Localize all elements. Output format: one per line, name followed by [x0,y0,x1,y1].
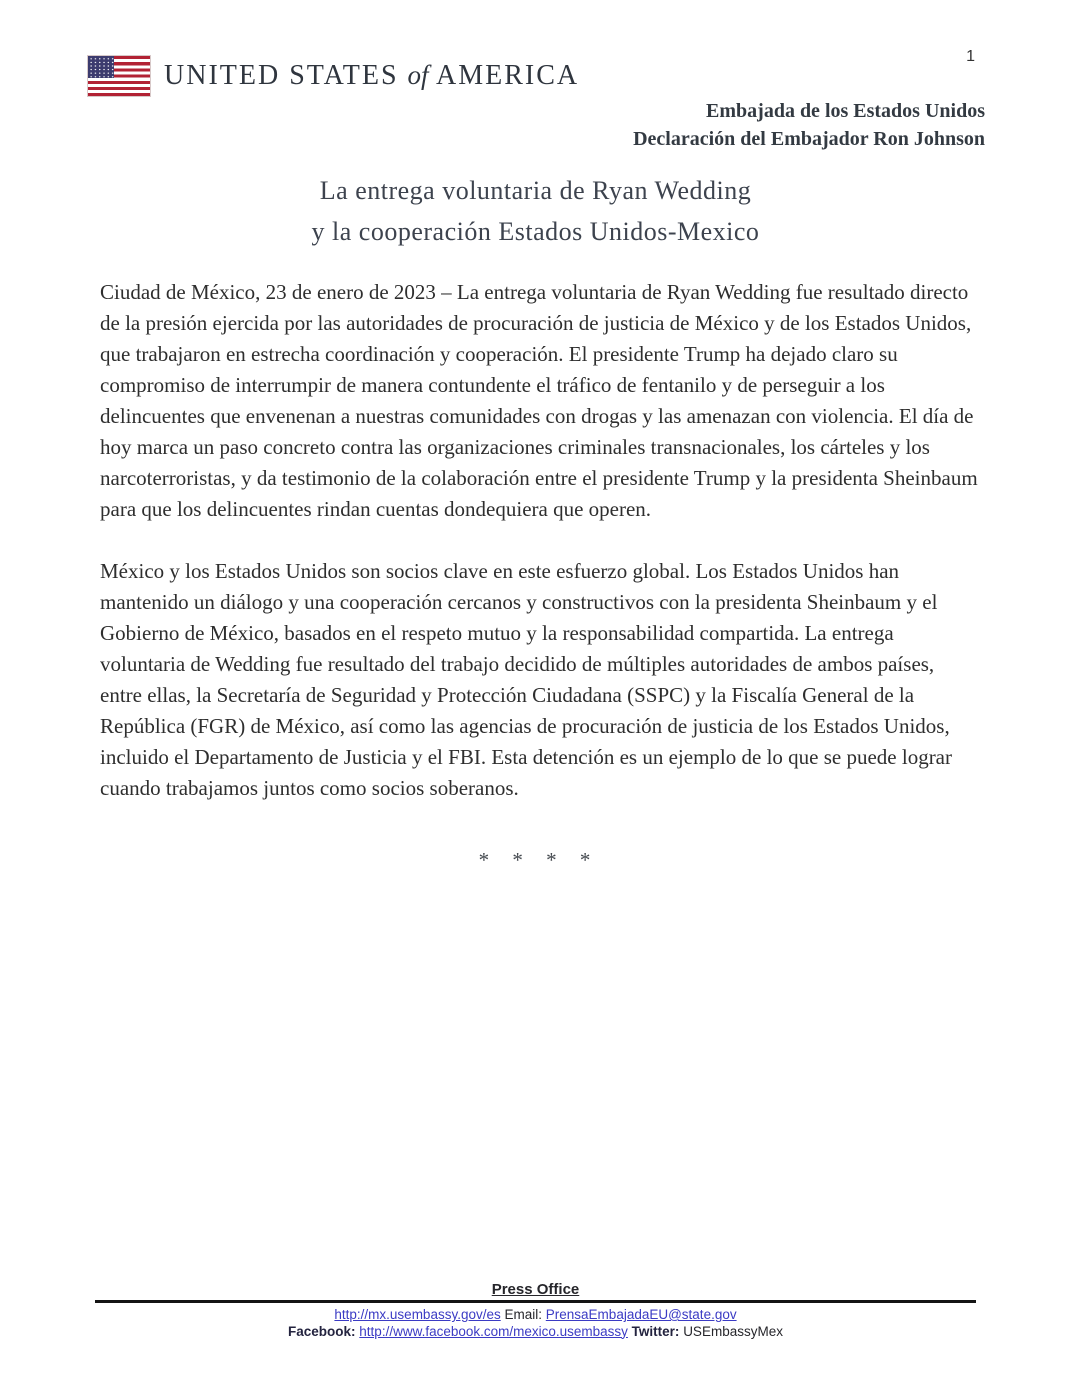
paragraph-2: México y los Estados Unidos son socios clave en este esfuerzo global. Los Estados Unidos han mantenido un diálogo y una cooperación cercanos y constructivos con la presidenta Sheinbaum y el Gobierno de México, basados en el respeto mutuo y la responsabilidad compartida. La entrega voluntaria de Wedding fue resultado del trabajo decidido de múltiples autoridades de ambos países, entre ellas, la Secretaría de Seguridad y Protección Ciudadana (SSPC) y la Fiscalía General de la República (FGR) de México, así como las agencias de procuración de justicia de los Estados Unidos, incluido el Departamento de Justicia y el FBI. Esta detención es un ejemplo de lo que se puede lograr cuando trabajamos juntos como socios soberanos. [100,559,952,800]
embassy-line: Embajada de los Estados Unidos [706,100,985,122]
embassy-website-link[interactable]: http://mx.usembassy.gov/es [334,1307,501,1322]
press-email-link[interactable]: PrensaEmbajadaEU@state.gov [545,1307,737,1322]
flag-canton [88,56,114,78]
brand-title [164,60,579,92]
page-number: 1 [966,48,975,65]
facebook-label: Facebook: [288,1323,356,1339]
document-title [0,170,1071,252]
twitter-handle: USEmbassyMex [683,1323,783,1339]
brand-header [88,56,579,96]
paragraph-1: Ciudad de México, 23 de enero de 2023 – La entrega voluntaria de Ryan Wedding fue resultado directo de la presión ejercida por las autoridades de procuración de justicia de México y de los Estados Unidos, que trabajaron en estrecha coordinación y cooperación. El presidente Trump ha dejado claro su compromiso de interrumpir de manera contundente el tráfico de fentanilo y de perseguir a los delincuentes que envenenan a nuestras comunidades con drogas y las amenazan con violencia. El día de hoy marca un paso concreto contra las organizaciones criminales transnacionales, los cárteles y los narcoterroristas, y da testimonio de la colaboración entre el presidente Trump y la presidenta Sheinbaum para que los delincuentes rindan cuentas dondequiera que operen. [100,280,978,521]
embassy-statement-block [633,97,985,153]
twitter-label: Twitter: [631,1323,680,1339]
facebook-link[interactable]: http://www.facebook.com/mexico.usembassy [359,1323,628,1339]
document-footer [95,1281,976,1340]
asterisk-separator: * * * * [478,848,593,872]
us-flag-icon [88,56,150,96]
brand-part2: AMERICA [436,60,580,91]
brand-part1: UNITED STATES [164,60,399,91]
footer-rule [95,1300,976,1303]
footer-contact-line-1 [95,1307,976,1324]
ambassador-statement-line: Declaración del Embajador Ron Johnson [633,128,985,150]
footer-contact-line-2 [95,1324,976,1341]
title-line-2: y la cooperación Estados Unidos-Mexico [311,217,760,246]
email-label: Email: [504,1307,543,1322]
title-line-1: La entrega voluntaria de Ryan Wedding [319,176,752,205]
brand-of: of [407,60,429,90]
document-body [100,277,978,835]
press-office-label: Press Office [491,1281,580,1298]
